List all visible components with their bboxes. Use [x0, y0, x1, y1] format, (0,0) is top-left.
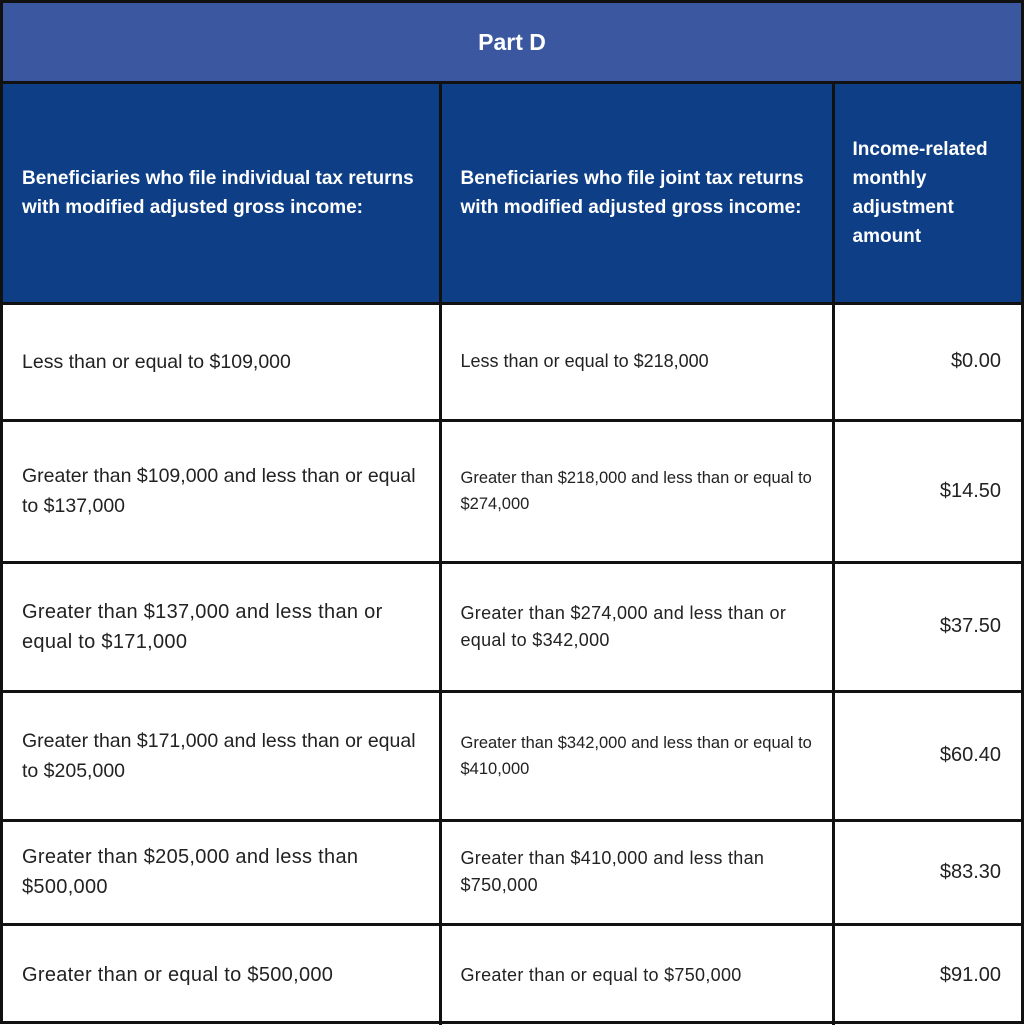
adjustment-amount-cell: $37.50 [833, 562, 1021, 691]
joint-income-cell: Greater than $218,000 and less than or equal to $274,000 [440, 420, 833, 562]
individual-income-cell: Greater than $205,000 and less than $500,000 [3, 820, 440, 924]
joint-income-cell: Greater than $410,000 and less than $750,000 [440, 820, 833, 924]
table-row [3, 303, 1021, 420]
header-joint: Beneficiaries who file joint tax returns with modified adjusted gross income: [440, 84, 833, 303]
individual-income-cell: Greater than $109,000 and less than or equal to $137,000 [3, 420, 440, 562]
part-d-table [3, 84, 1021, 1025]
joint-income-cell: Greater than $342,000 and less than or equal to $410,000 [440, 691, 833, 820]
table-title: Part D [3, 3, 1021, 84]
table-row [3, 691, 1021, 820]
joint-income-cell: Greater than or equal to $750,000 [440, 924, 833, 1025]
adjustment-amount-cell: $0.00 [833, 303, 1021, 420]
adjustment-amount-cell: $14.50 [833, 420, 1021, 562]
table-row [3, 420, 1021, 562]
individual-income-cell: Less than or equal to $109,000 [3, 303, 440, 420]
table-row [3, 924, 1021, 1025]
adjustment-amount-cell: $60.40 [833, 691, 1021, 820]
joint-income-cell: Less than or equal to $218,000 [440, 303, 833, 420]
header-row [3, 84, 1021, 303]
adjustment-amount-cell: $91.00 [833, 924, 1021, 1025]
header-individual: Beneficiaries who file individual tax returns with modified adjusted gross income: [3, 84, 440, 303]
table-row [3, 820, 1021, 924]
individual-income-cell: Greater than $137,000 and less than or equal to $171,000 [3, 562, 440, 691]
adjustment-amount-cell: $83.30 [833, 820, 1021, 924]
header-adjustment-amount: Income-related monthly adjustment amount [833, 84, 1021, 303]
individual-income-cell: Greater than $171,000 and less than or equal to $205,000 [3, 691, 440, 820]
individual-income-cell: Greater than or equal to $500,000 [3, 924, 440, 1025]
joint-income-cell: Greater than $274,000 and less than or equal to $342,000 [440, 562, 833, 691]
table-row [3, 562, 1021, 691]
